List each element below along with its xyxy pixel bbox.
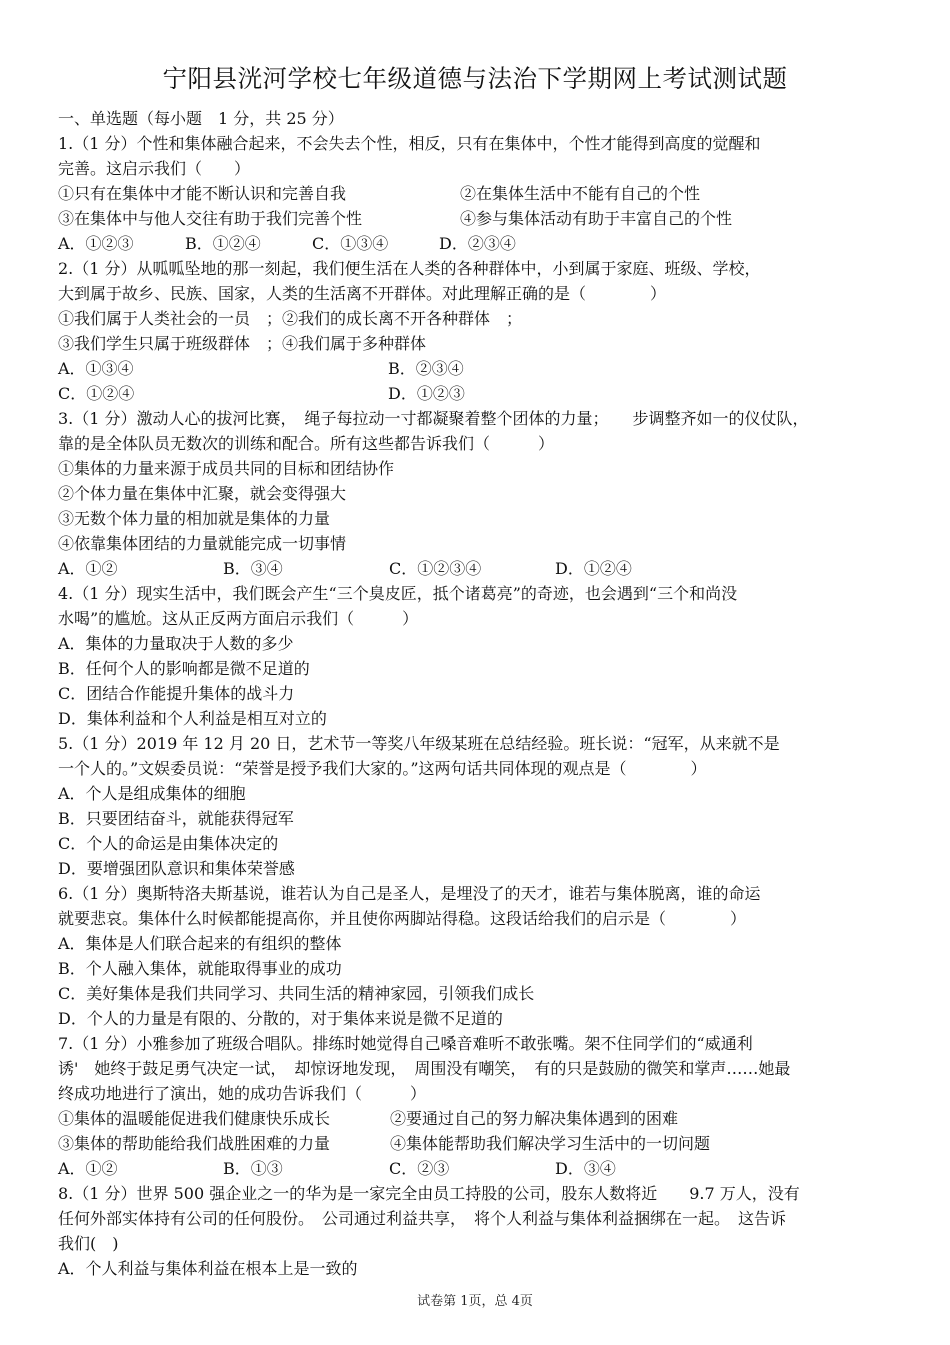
answer-option: C．①②③④ <box>389 559 482 578</box>
question-4 <box>58 581 892 731</box>
question-1 <box>58 131 892 256</box>
question-stem: 任何外部实体持有公司的任何股份。 公司通过利益共享， 将个人利益与集体利益捆绑在一起。 这告诉 <box>58 1209 787 1228</box>
answer-options <box>58 356 892 381</box>
answer-option: A．①②③ <box>58 234 134 253</box>
statement-item: ①集体的温暖能促进我们健康快乐成长 <box>58 1109 331 1128</box>
question-2 <box>58 256 892 406</box>
answer-option: C．②③ <box>389 1159 450 1178</box>
question-7 <box>58 1031 892 1181</box>
question-stem: 3.（1 分）激动人心的拔河比赛， 绳子每拉动一寸都凝聚着整个团体的力量； 步调整齐如一的仪仗队， <box>58 409 809 428</box>
statement-item: ④依靠集体团结的力量就能完成一切事情 <box>58 534 347 553</box>
statement-item: ③在集体中与他人交往有助于我们完善个性 <box>58 209 363 228</box>
question-stem: 终成功地进行了演出，她的成功告诉我们（ ） <box>58 1084 427 1103</box>
question-stem: 水喝”的尴尬。这从正反两方面启示我们（ ） <box>58 609 419 628</box>
question-stem: 靠的是全体队员无数次的训练和配合。所有这些都告诉我们（ ） <box>58 434 555 453</box>
answer-option: A．①③④ <box>58 359 134 378</box>
answer-option: D．①②③ <box>388 384 465 403</box>
answer-option: B．②③④ <box>388 359 464 378</box>
statement-row <box>58 1131 892 1156</box>
statement-item: ②要通过自己的努力解决集体遇到的困难 <box>390 1109 679 1128</box>
statement-row <box>58 181 892 206</box>
answer-option: D．集体利益和个人利益是相互对立的 <box>58 709 327 728</box>
statement-item: ④集体能帮助我们解决学习生活中的一切问题 <box>390 1134 711 1153</box>
question-stem: 完善。这启示我们（ ） <box>58 159 251 178</box>
answer-option: D．②③④ <box>439 234 516 253</box>
page-footer: 试卷第 1页，总 4页 <box>417 1294 533 1309</box>
statement-item: ③我们学生只属于班级群体 ；④我们属于多种群体 <box>58 334 427 353</box>
question-8 <box>58 1181 892 1281</box>
answer-options <box>58 381 892 406</box>
answer-options <box>58 231 892 256</box>
answer-option: C．个人的命运是由集体决定的 <box>58 834 279 853</box>
question-stem: 7.（1 分）小雅参加了班级合唱队。排练时她觉得自己嗓音难听不敢张嘴。架不住同学们的“威通利 <box>58 1034 753 1053</box>
answer-option: B．①②④ <box>185 234 261 253</box>
answer-option: A．个人利益与集体利益在根本上是一致的 <box>58 1259 358 1278</box>
statement-item: ③集体的帮助能给我们战胜困难的力量 <box>58 1134 331 1153</box>
answer-option: B．个人融入集体，就能取得事业的成功 <box>58 959 342 978</box>
question-stem: 诱' 她终于鼓足勇气决定一试， 却惊讶地发现， 周围没有嘲笑， 有的只是鼓励的微笑和掌声……她最 <box>58 1059 791 1078</box>
statement-item: ④参与集体活动有助于丰富自己的个性 <box>460 209 733 228</box>
question-stem: 我们( ) <box>58 1234 119 1253</box>
answer-option: A．集体是人们联合起来的有组织的整体 <box>58 934 342 953</box>
statement-item: ①我们属于人类社会的一员 ；②我们的成长离不开各种群体 ； <box>58 309 523 328</box>
answer-option: A．①② <box>58 559 118 578</box>
question-3 <box>58 406 892 581</box>
question-6 <box>58 881 892 1031</box>
question-stem: 1.（1 分）个性和集体融合起来，不会失去个性，相反，只有在集体中，个性才能得到高度的觉醒和 <box>58 134 761 153</box>
answer-option: C．团结合作能提升集体的战斗力 <box>58 684 295 703</box>
answer-option: D．③④ <box>555 1159 616 1178</box>
answer-option: D．要增强团队意识和集体荣誉感 <box>58 859 295 878</box>
exam-title: 宁阳县洸河学校七年级道德与法治下学期网上考试测试题 <box>162 64 788 93</box>
statement-row <box>58 1106 892 1131</box>
question-stem: 就要悲哀。集体什么时候都能提高你，并且使你两脚站得稳。这段话给我们的启示是（ ） <box>58 909 747 928</box>
question-stem: 2.（1 分）从呱呱坠地的那一刻起，我们便生活在人类的各种群体中，小到属于家庭、班级、学校， <box>58 259 761 278</box>
answer-option: B．只要团结奋斗，就能获得冠军 <box>58 809 294 828</box>
section-heading: 一、单选题（每小题 1 分，共 25 分） <box>58 109 344 128</box>
question-stem: 8.（1 分）世界 500 强企业之一的华为是一家完全由员工持股的公司，股东人数将近 9.7 万人，没有 <box>58 1184 800 1203</box>
answer-option: C．①③④ <box>312 234 389 253</box>
statement-item: ②个体力量在集体中汇聚，就会变得强大 <box>58 484 347 503</box>
question-stem: 4.（1 分）现实生活中，我们既会产生“三个臭皮匠，抵个诸葛亮”的奇迹，也会遇到“三个和尚没 <box>58 584 738 603</box>
answer-option: D．个人的力量是有限的、分散的，对于集体来说是微不足道的 <box>58 1009 503 1028</box>
answer-option: A．个人是组成集体的细胞 <box>58 784 246 803</box>
question-stem: 6.（1 分）奥斯特洛夫斯基说，谁若认为自己是圣人，是埋没了的天才，谁若与集体脱离，谁的命运 <box>58 884 761 903</box>
answer-option: A．集体的力量取决于人数的多少 <box>58 634 294 653</box>
statement-item: ②在集体生活中不能有自己的个性 <box>460 184 701 203</box>
question-stem: 大到属于故乡、民族、国家，人类的生活离不开群体。对此理解正确的是（ ） <box>58 284 667 303</box>
answer-option: A．①② <box>58 1159 118 1178</box>
question-stem: 5.（1 分）2019 年 12 月 20 日，艺术节一等奖八年级某班在总结经验。班长说：“冠军，从来就不是 <box>58 734 780 753</box>
statement-item: ③无数个体力量的相加就是集体的力量 <box>58 509 331 528</box>
answer-option: B．①③ <box>223 1159 283 1178</box>
answer-option: C．①②④ <box>58 384 135 403</box>
answer-options <box>58 1156 892 1181</box>
answer-option: B．任何个人的影响都是微不足道的 <box>58 659 310 678</box>
statement-item: ①只有在集体中才能不断认识和完善自我 <box>58 184 347 203</box>
answer-options <box>58 556 892 581</box>
statement-item: ①集体的力量来源于成员共同的目标和团结协作 <box>58 459 395 478</box>
question-5 <box>58 731 892 881</box>
answer-option: B．③④ <box>223 559 283 578</box>
statement-row <box>58 206 892 231</box>
answer-option: C．美好集体是我们共同学习、共同生活的精神家园，引领我们成长 <box>58 984 535 1003</box>
question-stem: 一个人的。”文娱委员说：“荣誉是授予我们大家的。”这两句话共同体现的观点是（ ） <box>58 759 707 778</box>
answer-option: D．①②④ <box>555 559 632 578</box>
